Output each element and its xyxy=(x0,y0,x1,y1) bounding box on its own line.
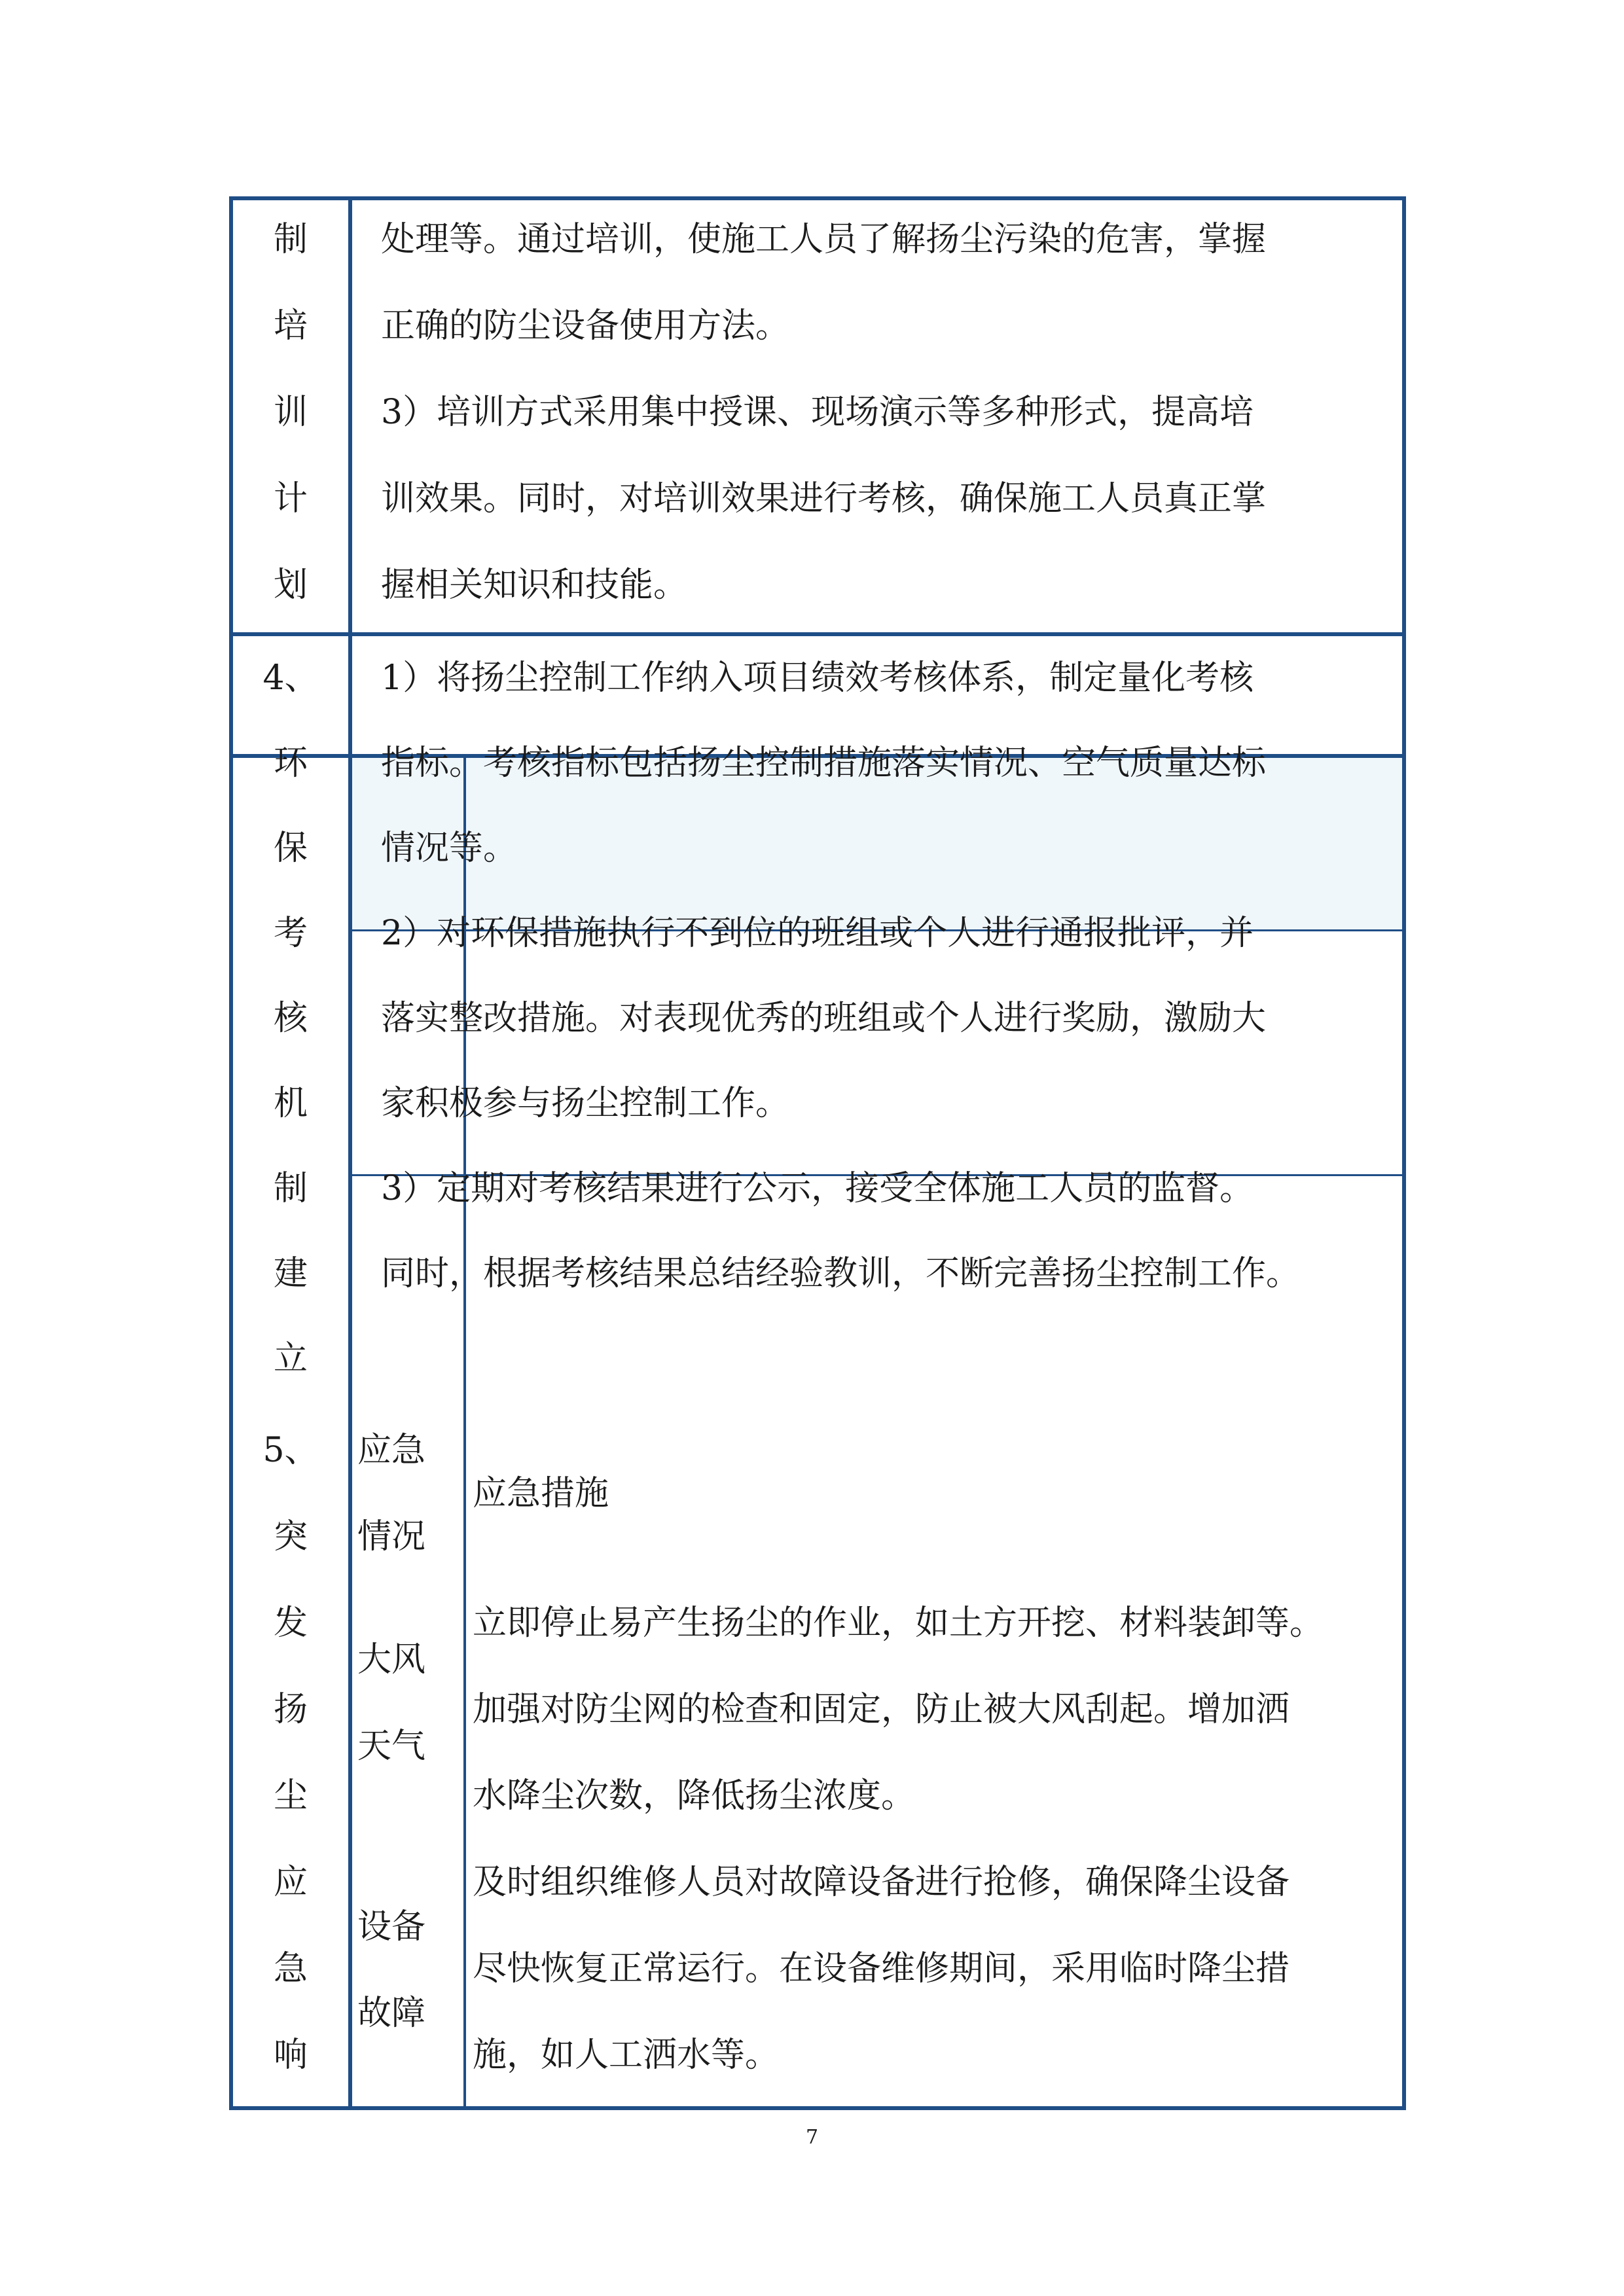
section-3-label-char: 培 xyxy=(273,306,308,346)
section-4-line: 家积极参与扬尘控制工作。 xyxy=(381,1084,790,1123)
page-number: 7 xyxy=(805,2126,819,2149)
row-divider-1 xyxy=(233,632,1402,636)
section-4-label-char: 4、 xyxy=(262,658,319,698)
section-4-label-char: 考 xyxy=(273,914,308,953)
document-table xyxy=(229,196,1406,2110)
header-situation-line: 应急 xyxy=(357,1431,426,1470)
section-3-label-char: 训 xyxy=(273,393,308,432)
section-4-label-char: 环 xyxy=(273,744,308,783)
section-4-label-char: 核 xyxy=(273,999,308,1038)
row-situation-line: 设备 xyxy=(357,1907,426,1946)
section-3-label-char: 划 xyxy=(273,565,308,605)
section-5-label-char: 响 xyxy=(273,2036,308,2075)
section-4-line: 情况等。 xyxy=(381,829,518,868)
section-4-line: 指标。考核指标包括扬尘控制措施落实情况、空气质量达标 xyxy=(381,744,1267,783)
row-measures-line: 立即停止易产生扬尘的作业，如土方开挖、材料装卸等。 xyxy=(473,1604,1324,1643)
section-4-line: 2）对环保措施执行不到位的班组或个人进行通报批评，并 xyxy=(381,914,1254,953)
row-situation-line: 故障 xyxy=(357,1994,426,2033)
section-5-label-char: 突 xyxy=(273,1517,308,1556)
section-4-line: 同时，根据考核结果总结经验教训，不断完善扬尘控制工作。 xyxy=(381,1254,1301,1293)
section-5-label-char: 5、 xyxy=(262,1431,319,1470)
section-3-line: 3）培训方式采用集中授课、现场演示等多种形式，提高培 xyxy=(381,393,1254,432)
row-situation-line: 大风 xyxy=(357,1640,426,1679)
section-5-label-char: 应 xyxy=(273,1863,308,1902)
row-measures-line: 加强对防尘网的检查和固定，防止被大风刮起。增加洒 xyxy=(473,1690,1290,1729)
section-3-line: 处理等。通过培训，使施工人员了解扬尘污染的危害，掌握 xyxy=(381,220,1267,259)
row-situation-line: 天气 xyxy=(357,1727,426,1766)
section-5-label-char: 尘 xyxy=(273,1776,308,1816)
section-4-label-char: 机 xyxy=(273,1084,308,1123)
row-measures-line: 及时组织维修人员对故障设备进行抢修，确保降尘设备 xyxy=(473,1863,1290,1902)
row-measures-line: 水降尘次数，降低扬尘浓度。 xyxy=(473,1776,916,1816)
section-5-label-char: 急 xyxy=(273,1949,308,1988)
row-measures-line: 尽快恢复正常运行。在设备维修期间，采用临时降尘措 xyxy=(473,1949,1290,1988)
section-4-label-char: 立 xyxy=(273,1339,308,1378)
sub-table-divider xyxy=(463,758,466,2106)
section-4-label-char: 制 xyxy=(273,1169,308,1208)
column-divider xyxy=(348,200,352,2106)
row-measures-line: 施，如人工洒水等。 xyxy=(473,2036,780,2075)
section-3-line: 握相关知识和技能。 xyxy=(381,565,688,605)
header-measures: 应急措施 xyxy=(473,1474,609,1513)
section-5-label-char: 发 xyxy=(273,1604,308,1643)
section-3-label-char: 计 xyxy=(273,479,308,518)
section-3-line: 训效果。同时，对培训效果进行考核，确保施工人员真正掌 xyxy=(381,479,1267,518)
section-4-label-char: 保 xyxy=(273,829,308,868)
section-3-line: 正确的防尘设备使用方法。 xyxy=(381,306,790,346)
section-3-label-char: 制 xyxy=(273,220,308,259)
section-4-line: 落实整改措施。对表现优秀的班组或个人进行奖励，激励大 xyxy=(381,999,1267,1038)
section-4-label-char: 建 xyxy=(273,1254,308,1293)
section-4-line: 1）将扬尘控制工作纳入项目绩效考核体系，制定量化考核 xyxy=(381,658,1254,698)
section-4-line: 3）定期对考核结果进行公示，接受全体施工人员的监督。 xyxy=(381,1169,1254,1208)
section-5-label-char: 扬 xyxy=(273,1690,308,1729)
header-situation-line: 情况 xyxy=(357,1517,426,1556)
